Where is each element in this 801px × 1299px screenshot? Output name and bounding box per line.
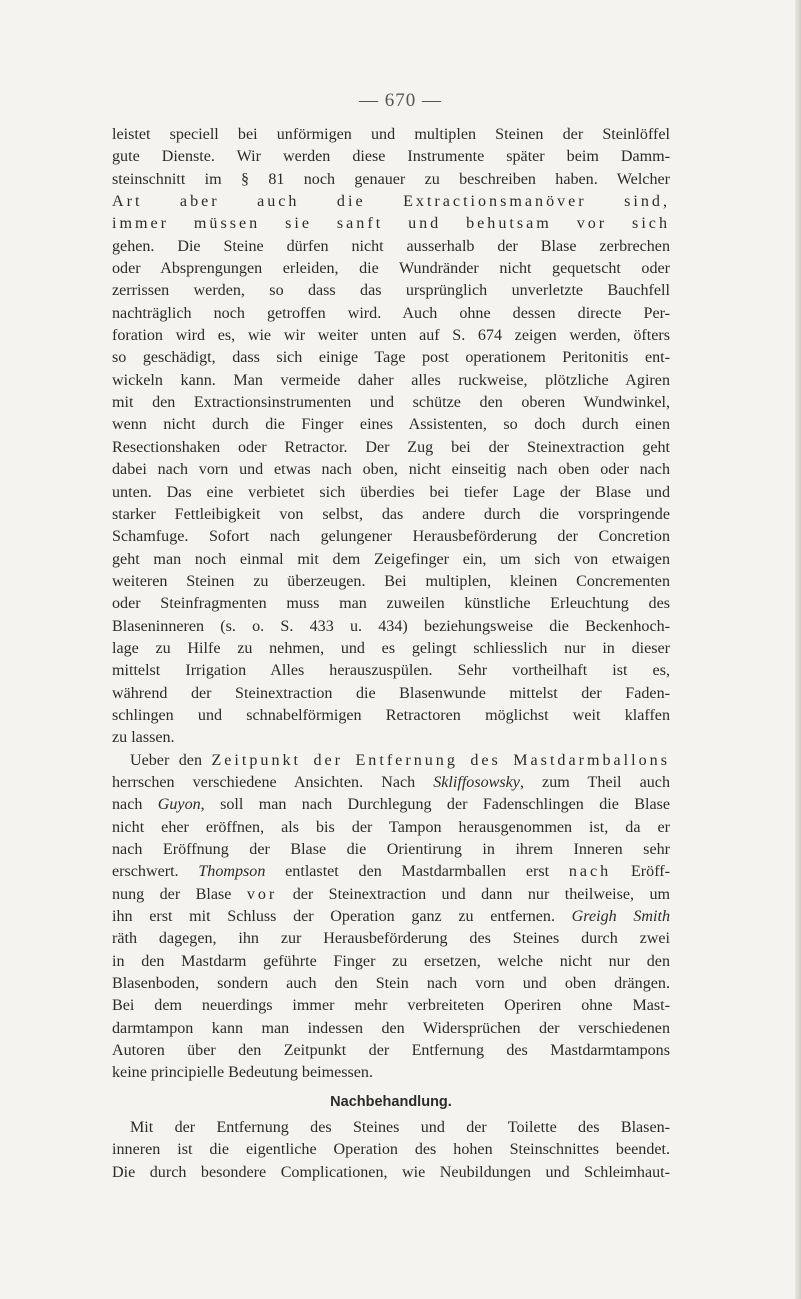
text-line-spaced: immer müssen sie sanft und behutsam vor sich — [112, 215, 670, 233]
page-edge-shadow — [795, 0, 801, 1299]
text-line — [112, 861, 670, 883]
text-run: Eröff- — [611, 863, 670, 881]
text-line: zerrissen werden, so dass das ursprünglich unverletzte Bauchfell — [112, 282, 670, 300]
page-number: — 670 — — [359, 90, 442, 111]
author-name: Skliffosowsky — [433, 773, 520, 791]
text-line: gehen. Die Steine dürfen nicht ausserhalb der Blase zerbrechen — [112, 237, 670, 255]
text-line: unten. Das eine verbietet sich überdies bei tiefer Lage der Blase und — [112, 483, 670, 501]
text-line: nicht eher eröffnen, als bis der Tampon herausgenommen ist, da er — [112, 818, 670, 836]
text-line: geht man noch einmal mit dem Zeigefinger ein, um sich von etwaigen — [112, 550, 670, 568]
text-line: schlingen und schnabelförmigen Retractoren möglichst weit klaffen — [112, 706, 670, 724]
text-line: steinschnitt im § 81 noch genauer zu beschreiben haben. Welcher — [112, 170, 670, 188]
text-line — [112, 794, 670, 816]
body-text — [112, 124, 670, 1184]
text-line — [112, 884, 670, 906]
text-line: weiteren Steinen zu überzeugen. Bei multiplen, kleinen Concrementen — [112, 572, 670, 590]
text-line: nach Eröffnung der Blase die Orientirung in ihrem Inneren sehr — [112, 841, 670, 858]
spaced-emphasis: vor — [246, 885, 278, 903]
text-line: oder Absprengungen erleiden, die Wundränder nicht gequetscht oder — [112, 260, 670, 278]
text-line: während der Steinextraction die Blasenwunde mittelst der Faden- — [112, 684, 670, 702]
text-line: Mit der Entfernung des Steines und der Toilette des Blasen- — [130, 1119, 670, 1137]
text-run: , zum Theil auch — [519, 773, 670, 791]
text-line: so geschädigt, dass sich einige Tage post operationem Peritonitis ent- — [112, 349, 670, 367]
text-line: Resectionshaken oder Retractor. Der Zug bei der Steinextraction geht — [112, 438, 670, 456]
author-name: Guyon — [157, 796, 201, 814]
text-line: inneren ist die eigentliche Operation des hohen Steinschnittes beendet. — [112, 1141, 670, 1159]
text-line: Schamfuge. Sofort nach gelungener Herausbeförderung der Concretion — [112, 528, 670, 546]
text-run: nach — [112, 796, 158, 814]
text-line: foration wird es, wie wir weiter unten auf S. 674 zeigen werden, öfters — [112, 327, 670, 345]
text-line: gute Dienste. Wir werden diese Instrumente später beim Damm- — [112, 148, 670, 166]
text-line: zu lassen. — [112, 729, 175, 747]
paragraph-start — [112, 750, 670, 772]
author-name: Greigh Smith — [571, 908, 670, 926]
text-line: Autoren über den Zeitpunkt der Entfernung des Mastdarmtampons — [112, 1042, 670, 1060]
text-line: räth dagegen, ihn zur Herausbeförderung des Steines durch zwei — [112, 930, 670, 948]
text-run: Ueber den — [130, 751, 212, 769]
section-heading: Nachbehandlung. — [330, 1093, 452, 1110]
text-line: oder Steinfragmenten muss man zuweilen künstliche Erleuchtung des — [112, 595, 670, 613]
text-run: herrschen verschiedene Ansichten. Nach — [112, 773, 434, 791]
text-line: nachträglich noch getroffen wird. Auch ohne dessen directe Per- — [112, 304, 670, 322]
text-run: erschwert. — [112, 863, 199, 881]
text-line: in den Mastdarm geführte Finger zu ersetzen, welche nicht nur den — [112, 952, 670, 970]
spaced-emphasis: nach — [568, 863, 612, 881]
text-line: wenn nicht durch die Finger eines Assistenten, so doch durch einen — [112, 416, 670, 434]
text-line: dabei nach vorn und etwas nach oben, nicht einseitig nach oben oder nach — [112, 461, 670, 479]
spaced-emphasis: Zeitpunkt der Entfernung des Mastdarmballons — [211, 751, 670, 769]
text-line: keine principielle Bedeutung beimessen. — [112, 1064, 373, 1082]
text-run: , soll man nach Durchlegung der Fadenschlingen die Blase — [200, 796, 670, 814]
text-run: ihn erst mit Schluss der Operation ganz zu entfernen. — [112, 908, 572, 926]
text-run: der Steinextraction und dann nur theilweise, um — [277, 885, 671, 903]
text-line-spaced: Art aber auch die Extractionsmanöver sind, — [112, 193, 670, 211]
text-line: wickeln kann. Man vermeide daher alles ruckweise, plötzliche Agiren — [112, 371, 670, 389]
text-line: lage zu Hilfe zu nehmen, und es gelingt schliesslich nur in dieser — [112, 639, 670, 657]
text-line: mittelst Irrigation Alles herauszuspülen. Sehr vortheilhaft ist es, — [112, 662, 670, 680]
text-line: Die durch besondere Complicationen, wie Neubildungen und Schleimhaut- — [112, 1163, 670, 1181]
text-line: mit den Extractionsinstrumenten und schütze den oberen Wundwinkel, — [112, 394, 670, 412]
text-line: starker Fettleibigkeit von selbst, das andere durch die vorspringende — [112, 505, 670, 523]
text-line: Blasenboden, sondern auch den Stein nach vorn und oben drängen. — [112, 975, 670, 993]
text-run: entlastet den Mastdarmballen erst — [265, 863, 569, 881]
text-line — [112, 906, 670, 928]
text-line: Blaseninneren (s. o. S. 433 u. 434) beziehungsweise die Beckenhoch- — [112, 617, 670, 635]
text-line — [112, 772, 670, 794]
author-name: Thompson — [198, 863, 266, 881]
text-line: leistet speciell bei unförmigen und multiplen Steinen der Steinlöffel — [112, 126, 670, 143]
text-run: nung der Blase — [112, 885, 247, 903]
text-line: Bei dem neuerdings immer mehr verbreiteten Operiren ohne Mast- — [112, 997, 670, 1015]
text-line: darmtampon kann man indessen den Widersprüchen der verschiedenen — [112, 1019, 670, 1037]
